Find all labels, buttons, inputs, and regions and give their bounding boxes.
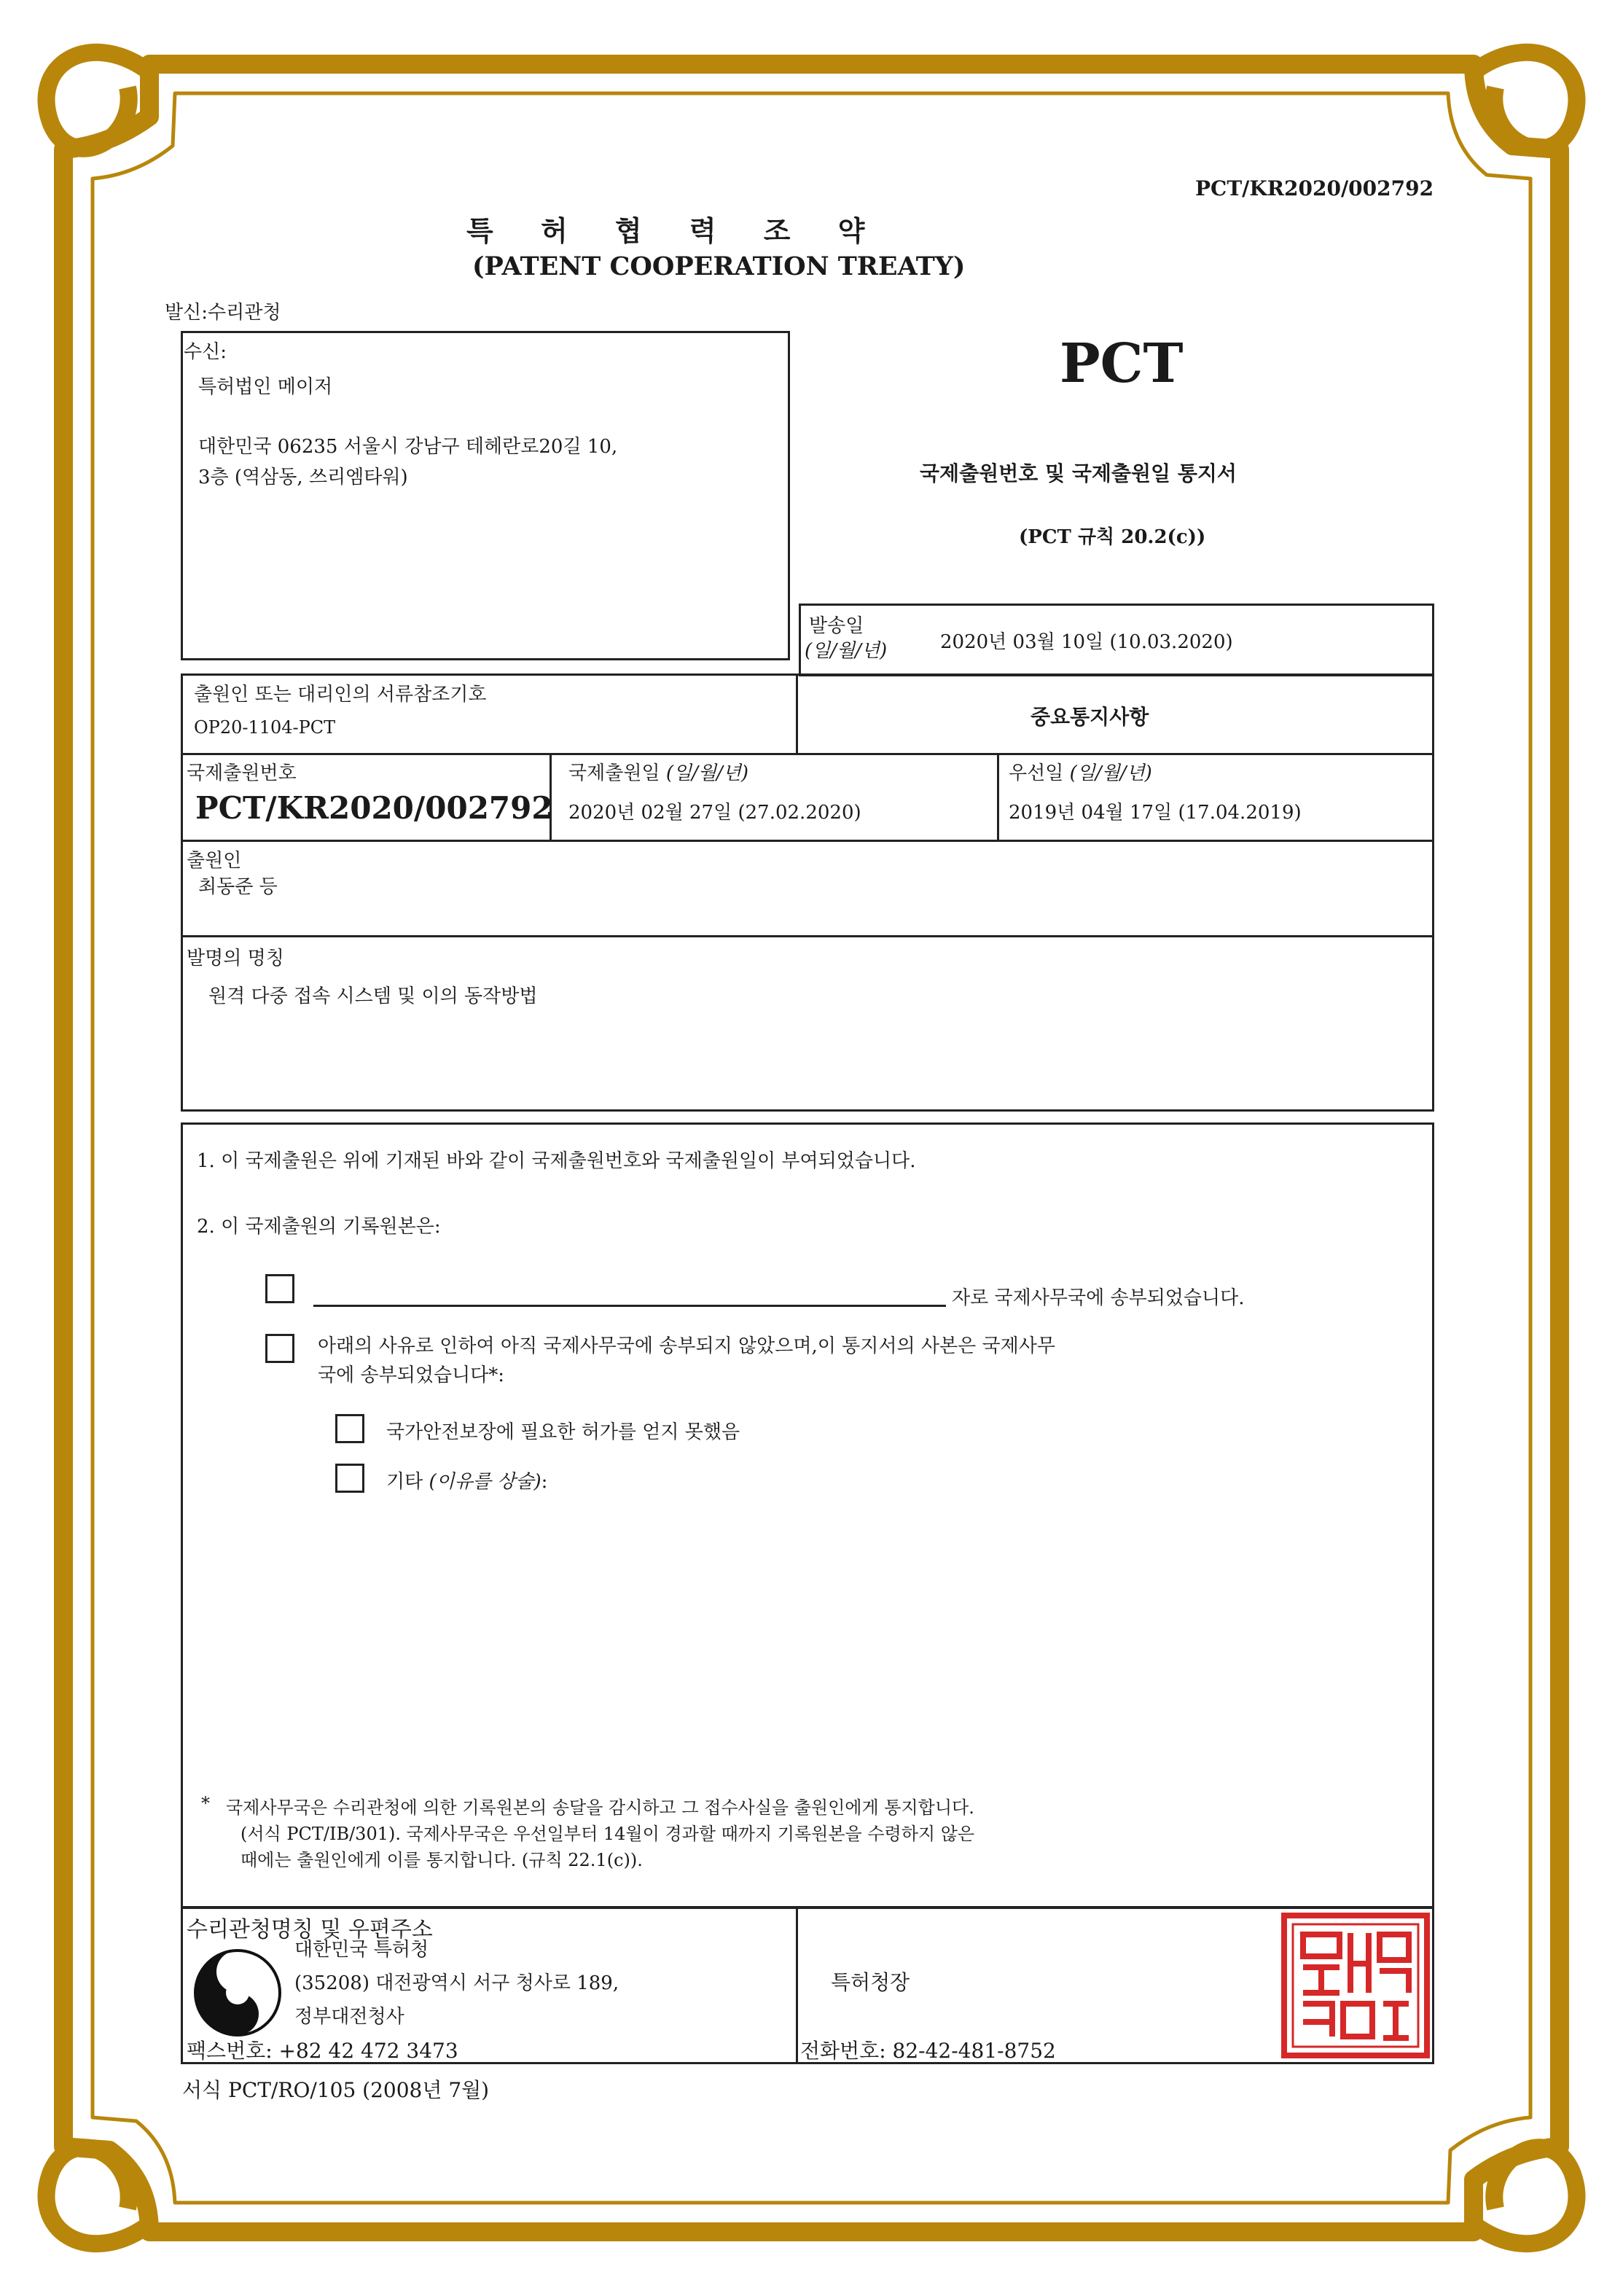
official-seal-icon: [1281, 1913, 1430, 2058]
notice-rule: (PCT 규칙 20.2(c)): [1019, 526, 1206, 548]
application-number-value: PCT/KR2020/002792: [195, 790, 553, 826]
office-phone: 전화번호: 82-42-481-8752: [800, 2039, 1056, 2063]
notice-title: 국제출원번호 및 국제출원일 통지서: [920, 461, 1237, 485]
recipient-address-line1: 대한민국 06235 서울시 강남구 테헤란로20길 10,: [198, 436, 618, 458]
reference-label: 출원인 또는 대리인의 서류참조기호: [194, 684, 487, 706]
recipient-label: 수신:: [184, 341, 227, 363]
option2-checkbox[interactable]: [265, 1334, 294, 1363]
option2-line1: 아래의 사유로 인하여 아직 국제사무국에 송부되지 않았으며,이 통지서의 사본은 국제사무: [318, 1335, 1055, 1357]
office-line2: (35208) 대전광역시 서구 청사로 189,: [294, 1972, 619, 1994]
body-item2: 2. 이 국제출원의 기록원본은:: [197, 1216, 441, 1238]
office-line1: 대한민국 특허청: [294, 1939, 429, 1961]
filing-date-value: 2020년 02월 27일 (27.02.2020): [568, 802, 861, 824]
title-english: (PATENT COOPERATION TREATY): [472, 251, 966, 281]
sub-option2-checkbox[interactable]: [335, 1464, 364, 1493]
important-notice: 중요통지사항: [1030, 705, 1149, 729]
recipient-address-line2: 3층 (역삼동, 쓰리엠타워): [198, 466, 408, 488]
sub-option1-checkbox[interactable]: [335, 1414, 364, 1443]
sender-label: 발신:수리관청: [165, 302, 281, 324]
applicant-box: [181, 840, 1434, 937]
option1-text: 자로 국제사무국에 송부되었습니다.: [952, 1287, 1245, 1309]
office-label: 수리관청명칭 및 우편주소: [187, 1917, 433, 1942]
priority-date-value: 2019년 04월 17일 (17.04.2019): [1009, 802, 1302, 824]
korea-emblem-icon: [192, 1948, 283, 2038]
footnote-line1: 국제사무국은 수리관청에 의한 기록원본의 송달을 감시하고 그 접수사실을 출원인에게 통지합니다.: [226, 1797, 974, 1818]
notice-body-box: [181, 1122, 1434, 1908]
filing-date-label: 국제출원일 (일/월/년): [568, 762, 749, 784]
body-item1: 1. 이 국제출원은 위에 기재된 바와 같이 국제출원번호와 국제출원일이 부여되었습니다.: [197, 1150, 916, 1172]
footnote-line3: 때에는 출원인에게 이를 통지합니다. (규칙 22.1(c)).: [240, 1850, 643, 1870]
pct-title: PCT: [1060, 332, 1184, 395]
reference-value: OP20-1104-PCT: [194, 717, 336, 738]
title-korean: 특 허 협 력 조 약: [466, 214, 884, 247]
mailing-date-value: 2020년 03월 10일 (10.03.2020): [940, 631, 1233, 653]
applicant-value: 최동준 등: [198, 876, 278, 898]
application-number-label: 국제출원번호: [187, 762, 297, 784]
mailing-date-label: 발송일: [809, 615, 864, 637]
footnote-star: *: [201, 1793, 210, 1813]
sub-option2-text: 기타 (이유를 상술):: [386, 1471, 548, 1493]
recipient-name: 특허법인 메이저: [198, 376, 333, 398]
date-blank-line: [313, 1305, 946, 1307]
invention-label: 발명의 명칭: [187, 948, 284, 969]
applicant-label: 출원인: [187, 850, 242, 872]
priority-date-label: 우선일 (일/월/년): [1009, 762, 1152, 784]
mailing-date-format: (일/월/년): [805, 640, 888, 662]
office-fax: 팩스번호: +82 42 472 3473: [187, 2039, 458, 2063]
footnote-line2: (서식 PCT/IB/301). 국제사무국은 우선일부터 14월이 경과할 때까지 기록원본을 수령하지 않은: [240, 1824, 975, 1844]
invention-value: 원격 다중 접속 시스템 및 이의 동작방법: [208, 985, 538, 1007]
form-code: 서식 PCT/RO/105 (2008년 7월): [182, 2078, 490, 2102]
invention-box: [181, 935, 1434, 1112]
header-ref-number: PCT/KR2020/002792: [1195, 176, 1434, 200]
option2-line2: 국에 송부되었습니다*:: [318, 1364, 505, 1386]
option1-checkbox[interactable]: [265, 1274, 294, 1303]
office-line3: 정부대전청사: [294, 2006, 404, 2028]
office-officer: 특허청장: [831, 1970, 910, 1994]
sub-option1-text: 국가안전보장에 필요한 허가를 얻지 못했음: [386, 1421, 740, 1443]
